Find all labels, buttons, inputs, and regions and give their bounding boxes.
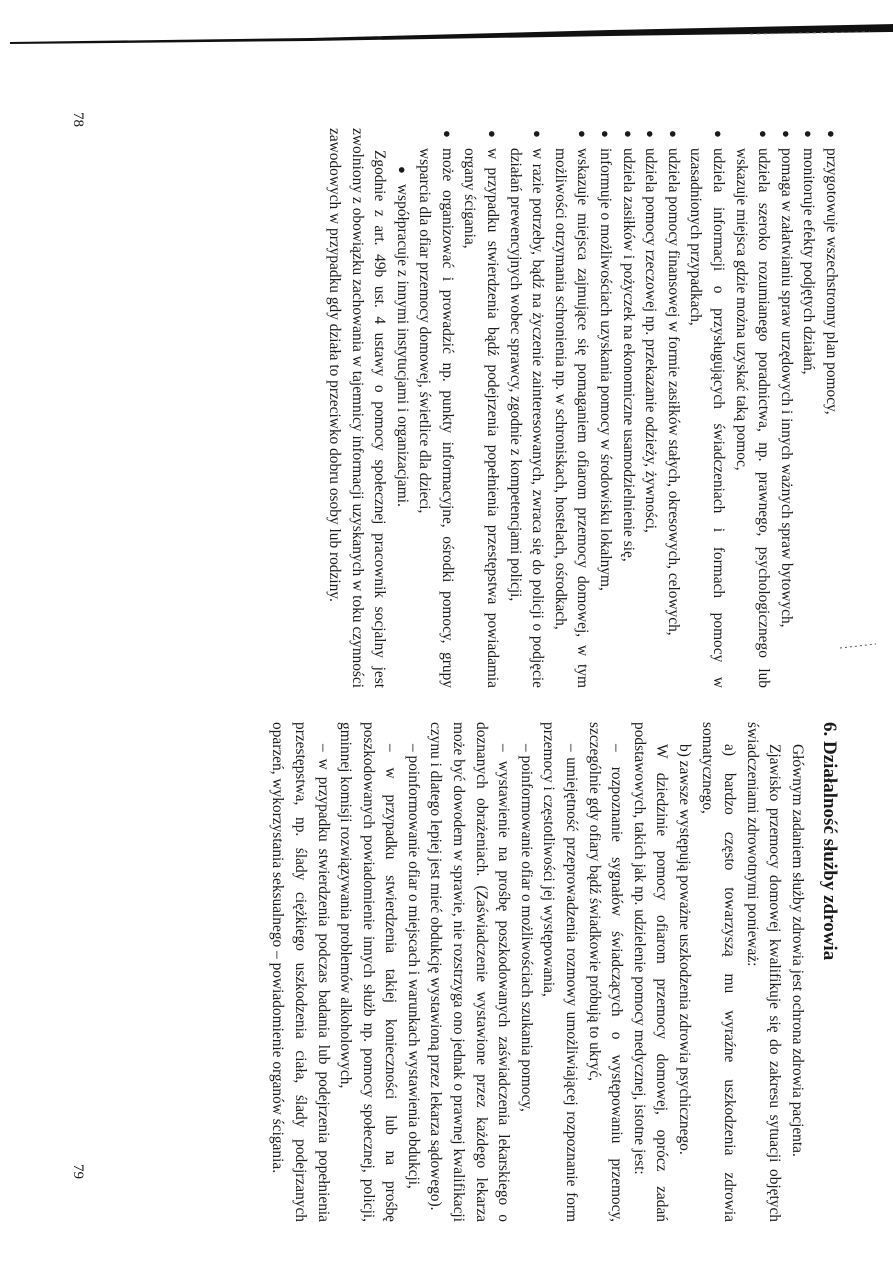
list-item	[684, 128, 729, 688]
bullet-icon: ●	[394, 166, 410, 174]
task-item: – umiejętność przeprowadzenia rozmowy umożliwiającej rozpoznanie form przemocy i częstotliwości jej występowania,	[540, 722, 581, 1222]
list-item	[593, 128, 616, 688]
list-item-text: udziela pomocy rzeczowej np. przekazanie odzieży, żywności,	[642, 148, 660, 533]
page-number-right: 79	[70, 1164, 86, 1179]
list-item-text: w razie potrzeby, bądź na życzenie zainteresowanych, zwraca się do policji o podjęcie działań prewencyjnych wobec sprawcy, zgodnie z kompetencjami policji,	[506, 148, 547, 688]
list-item	[503, 128, 548, 688]
bullet-icon: ●	[756, 130, 772, 138]
right-page	[266, 722, 842, 1222]
list-item-text: udziela szeroko rozumianego poradnictwa, np. prawnego, psychologicznego lub wskazuje miejsca gdzie można uzyskać taką pomoc,	[732, 148, 773, 688]
intro-paragraph: Głównym zadaniem służby zdrowia jest ochrona zdrowia pacjenta.	[789, 744, 806, 1157]
list-item-text: udziela pomocy finansowej w formie zasiłków stałych, okresowych, celowych,	[664, 148, 682, 636]
list-item-text: przygotowuje wszechstronny plan pomocy,	[823, 148, 840, 415]
tasks-intro-paragraph: W dziedzinie pomocy ofiarom przemocy domowej, oprócz zadań podstawowych, takich jak np. udzielenie pomocy medycznej, istotne jest:	[630, 722, 671, 1222]
bullet-icon: ●	[778, 130, 794, 138]
bullet-icon: ●	[598, 130, 614, 138]
confidentiality-paragraph: Zgodnie z art. 49b ust. 4 ustawy o pomocy społecznej pracownik socjalny jest zwolniony z obowiązku zachowania w tajemnicy informacji uzyskanych w toku czynności zawodowych w przypadku gdy działa to przeciwko dobru osoby lub rodziny.	[325, 128, 389, 688]
bullet-icon: ●	[801, 130, 817, 138]
list-item	[819, 128, 842, 688]
scan-speck	[838, 640, 878, 652]
list-item	[616, 128, 639, 688]
task-item: – w przypadku stwierdzenia podczas badania lub podejrzenia popełnienia przestępstwa, np. ślady ciężkiego uszkodzenia ciała, ślady podejrzanych oparzeń, wykorzystania seksualnego – powiadomienie organów ścigania.	[269, 722, 332, 1222]
list-item-text: może organizować i prowadzić np. punkty informacyjne, ośrodki pomocy, grupy wsparcia dla ofiar przemocy domowej, świetlice dla dzieci,	[416, 148, 456, 688]
bullet-icon: ●	[665, 130, 681, 138]
bullet-icon: ●	[620, 130, 636, 138]
list-item-text: wskazuje miejsca zajmujące się pomaganiem ofiarom przemocy domowej, w tym możliwości otrzymania schronienia np. w schroniskach, hostelach, ośrodkach,	[551, 148, 592, 688]
list-item	[548, 128, 593, 688]
list-item-text: udziela zasiłków i pożyczek na ekonomiczne usamodzielnienie się,	[619, 148, 637, 562]
list-item	[797, 128, 820, 688]
list-item	[774, 128, 797, 688]
left-page	[322, 128, 842, 688]
list-item-text: udziela informacji o przysługujących świadczeniach i formach pomocy w uzasadnionych przypadkach,	[687, 148, 728, 688]
bullet-icon: ●	[643, 130, 659, 138]
list-item	[639, 128, 662, 688]
task-item: – w przypadku stwierdzenia takiej konieczności lub na prośbę poszkodowanych powiadomienie innych służb np. pomocy społecznej, policji, gminnej komisji rozwiązywania problemów alkoholowych,	[337, 722, 400, 1222]
list-item-text: współpracuje z innymi instytucjami i organizacjami.	[393, 184, 411, 507]
task-item: – poinformowanie ofiar o miejscach i warunkach wystawienia obdukcji,	[404, 744, 422, 1189]
social-worker-duties-list	[390, 128, 842, 688]
list-item	[729, 128, 774, 688]
reason-item: b) zawsze występują poważne uszkodzenia zdrowia psychicznego.	[676, 744, 694, 1155]
section-heading: 6. Działalność służby zdrowia	[819, 722, 840, 961]
list-item-text: w przypadku stwierdzenia bądź podejrzenia popełnienia przestępstwa powiadamia organy ścigania,	[461, 148, 502, 688]
bullet-icon: ●	[711, 130, 727, 138]
qualification-paragraph: Zjawisko przemocy domowej kwalifikuje się do zakresu sytuacji objętych świadczeniami zdrowotnymi ponieważ:	[743, 722, 784, 1222]
reason-item: a) bardzo często towarzyszą mu wyraźne uszkodzenia zdrowia somatycznego,	[698, 722, 739, 1222]
bullet-icon: ●	[824, 130, 839, 138]
bullet-icon: ●	[439, 130, 455, 138]
bullet-icon: ●	[575, 130, 591, 138]
list-item-text: informuje o możliwościach uzyskania pomocy w środowisku lokalnym,	[597, 148, 615, 591]
list-item	[661, 128, 684, 688]
page-number-left: 78	[70, 112, 86, 127]
list-item	[390, 128, 413, 688]
task-item: – rozpoznanie sygnałów świadczących o występowaniu przemocy, szczególnie gdy ofiary bądź świadkowie próbują to ukryć,	[585, 722, 626, 1222]
task-item: – wystawienie na prośbę poszkodowanych zaświadczenia lekarskiego o doznanych obrażeniach. (Zaświadczenie wystawione przez każdego lekarza może być dowodem w sprawie, nie rozstrzyga ono jednak o prawnej kwalifikacji czynu i dlatego lepiej jest mieć obdukcję wystawioną przez lekarza sądowego).	[427, 722, 513, 1222]
bullet-icon: ●	[530, 130, 546, 138]
list-item	[458, 128, 503, 688]
list-item-text: monitoruje efekty podjętych działań,	[800, 148, 818, 375]
list-item	[413, 128, 458, 688]
list-item-text: pomaga w załatwianiu spraw urzędowych i innych ważnych spraw bytowych,	[777, 148, 795, 628]
bullet-icon: ●	[485, 130, 501, 138]
task-item: – poinformowanie ofiar o możliwościach szukania pomocy,	[517, 744, 535, 1112]
scan-edge-line	[10, 22, 893, 48]
